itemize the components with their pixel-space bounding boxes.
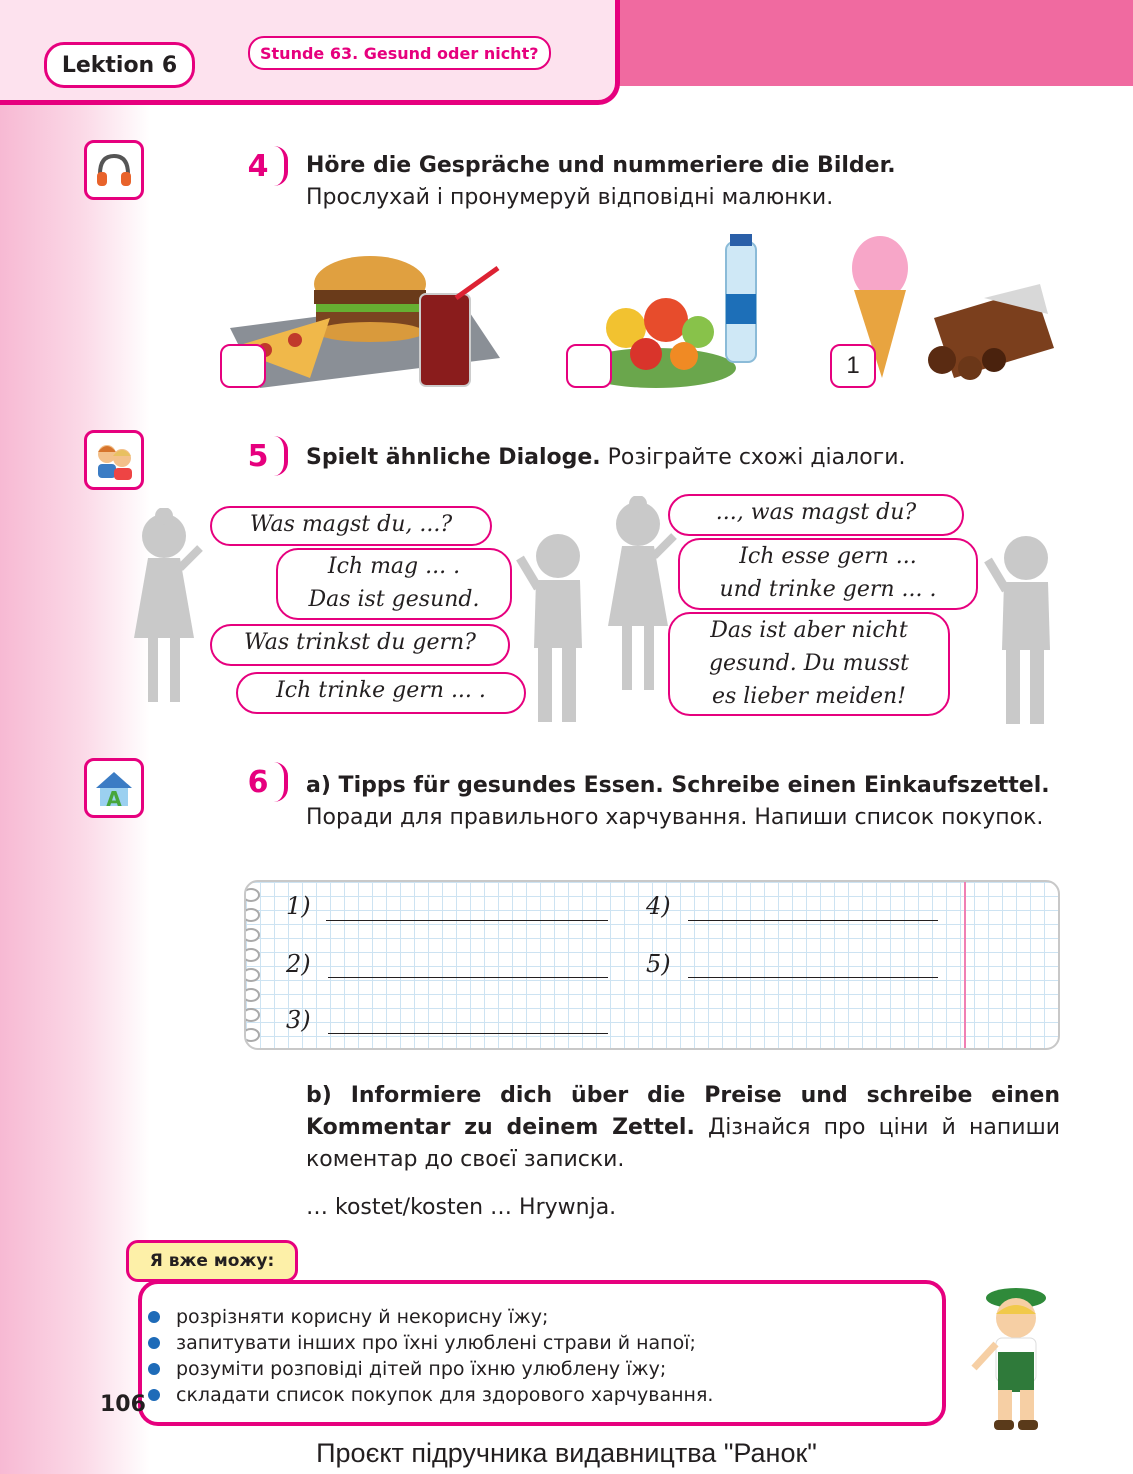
bubble-line: es lieber meiden! — [711, 684, 907, 709]
girl-silhouette-left — [124, 508, 204, 708]
speech-bubble — [276, 548, 512, 620]
bubble-line: Das ist gesund. — [308, 587, 480, 612]
task-number-4: 4 — [232, 146, 288, 186]
can-do-item: розрізняти корисну й некорисну їжу; — [176, 1306, 549, 1328]
lektion-badge: Lektion 6 — [44, 42, 195, 88]
list-item-label: 2) — [286, 950, 311, 978]
page-number: 106 — [100, 1392, 146, 1417]
list-item-label: 4) — [646, 892, 671, 920]
notebook-margin — [964, 882, 966, 1050]
children-icon — [84, 430, 144, 490]
task4-title-de: Höre die Gespräche und nummeriere die Bilder. — [306, 153, 896, 178]
bubble-line: gesund. Du musst — [708, 651, 910, 676]
task6a-instructions — [306, 770, 1060, 834]
svg-text:A: A — [106, 787, 122, 810]
task4-instructions — [306, 150, 1060, 214]
notebook-ring — [244, 928, 260, 942]
number-box-1[interactable] — [220, 344, 266, 388]
task-number-6: 6 — [232, 762, 288, 802]
can-do-title: Я вже можу: — [126, 1240, 298, 1282]
speech-bubble — [668, 612, 950, 716]
speech-bubble: Was trinkst du gern? — [210, 624, 510, 666]
boy-character-illustration — [968, 1282, 1064, 1432]
task4-title-uk: Прослухай і пронумеруй відповідні малюнки. — [306, 185, 834, 210]
speech-bubble: ..., was magst du? — [668, 494, 964, 536]
write-line-3[interactable] — [328, 1033, 608, 1034]
can-do-box — [138, 1280, 946, 1426]
number-box-2[interactable] — [566, 344, 612, 388]
task5-title-de: Spielt ähnliche Dialoge. — [306, 445, 601, 470]
notebook-ring — [244, 1008, 260, 1022]
notebook-ring — [244, 1028, 260, 1042]
write-line-1[interactable] — [326, 920, 608, 921]
write-line-2[interactable] — [328, 977, 608, 978]
notebook-ring — [244, 908, 260, 922]
shopping-list-notebook — [244, 880, 1060, 1050]
boy-silhouette-left — [516, 528, 596, 728]
notebook-ring — [244, 888, 260, 902]
notebook-ring — [244, 968, 260, 982]
task6b-title-de: b) Informiere dich über die Preise und schreibe einen Kommentar zu deinem Zettel. — [306, 1083, 1060, 1140]
write-line-4[interactable] — [688, 920, 938, 921]
notebook-ring — [244, 988, 260, 1002]
can-do-item: складати список покупок для здорового харчування. — [176, 1384, 714, 1406]
list-item-label: 1) — [286, 892, 311, 920]
can-do-item: розуміти розповіді дітей про їхню улюблену їжу; — [176, 1358, 667, 1380]
boy-silhouette-right — [984, 530, 1064, 730]
task5-title-uk: Розіграйте схожі діалоги. — [607, 445, 906, 470]
task-number-5: 5 — [232, 436, 288, 476]
bubble-line: Ich mag ... . — [327, 554, 461, 579]
headphones-icon — [84, 140, 144, 200]
bubble-line: Ich esse gern ... — [739, 544, 917, 569]
lesson-title: Stunde 63. Gesund oder nicht? — [248, 36, 551, 70]
task6b-title-uk: Дізнайся про ціни й напиши коментар до своєї записки. — [306, 1115, 1060, 1172]
bubble-line: Das ist aber nicht — [710, 618, 908, 643]
write-line-5[interactable] — [688, 977, 938, 978]
bubble-line: und trinke gern ... . — [719, 577, 937, 602]
task6b-instructions — [306, 1080, 1060, 1176]
top-color-bar — [600, 0, 1133, 86]
task5-instructions — [306, 442, 1060, 474]
list-item-label: 3) — [286, 1006, 311, 1034]
notebook-ring — [244, 948, 260, 962]
speech-bubble: Was magst du, ...? — [210, 506, 492, 546]
price-phrase: … kostet/kosten … Hrywnja. — [306, 1195, 617, 1220]
speech-bubble — [678, 538, 978, 610]
speech-bubble: Ich trinke gern ... . — [236, 672, 526, 714]
task6a-title-uk: Поради для правильного харчування. Напиши список покупок. — [306, 805, 1044, 830]
footer-text: Проєкт підручника видавництва "Ранок" — [316, 1438, 817, 1468]
number-box-3[interactable]: 1 — [830, 344, 876, 388]
task6a-title-de: a) Tipps für gesundes Essen. Schreibe einen Einkaufszettel. — [306, 773, 1050, 798]
house-letter-icon — [84, 758, 144, 818]
girl-silhouette-right — [598, 496, 678, 696]
can-do-item: запитувати інших про їхні улюблені страви й напої; — [176, 1332, 696, 1354]
list-item-label: 5) — [646, 950, 671, 978]
